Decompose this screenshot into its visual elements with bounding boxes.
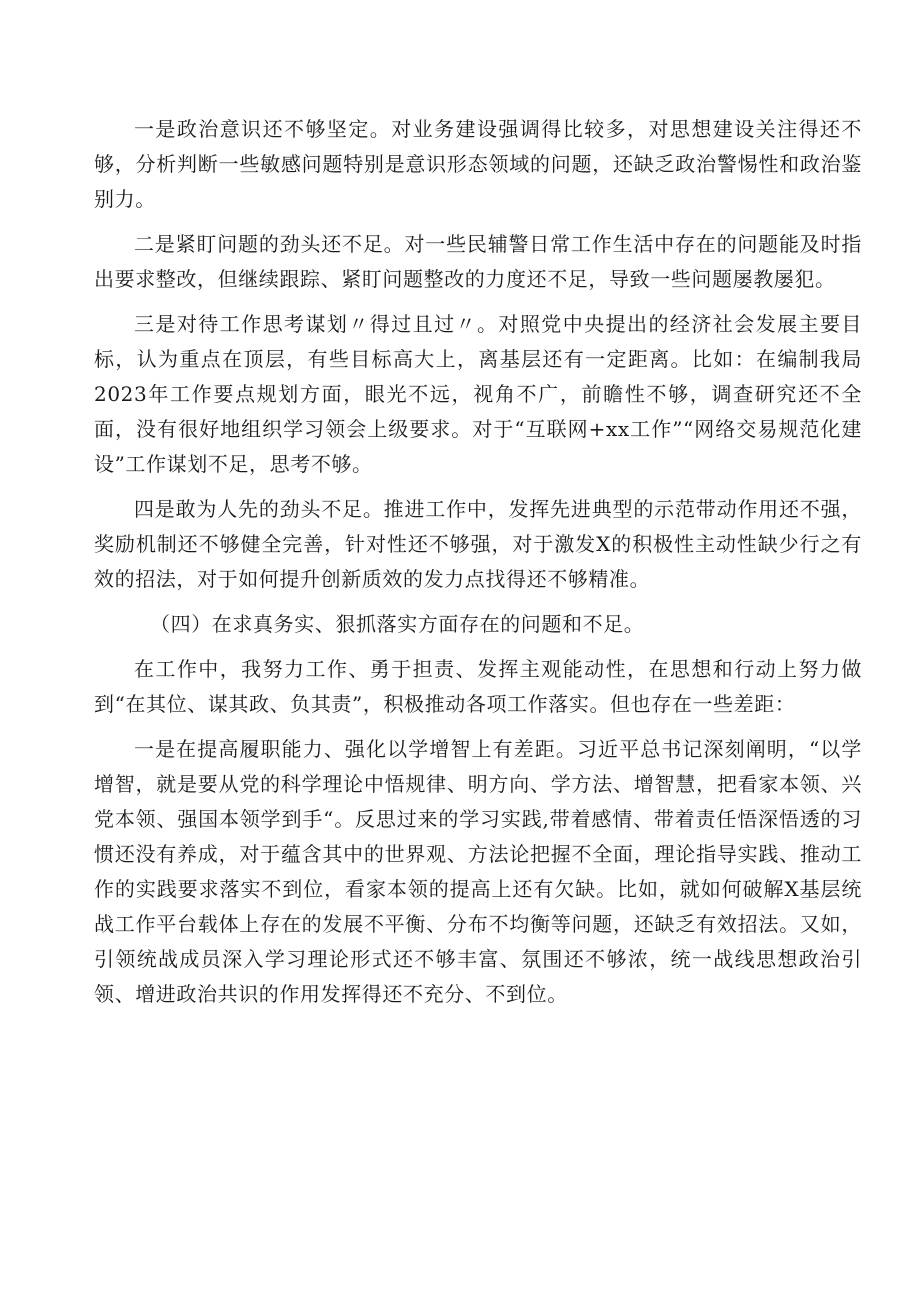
paragraph-political-awareness: 一是政治意识还不够坚定。对业务建设强调得比较多，对思想建设关注得还不够，分析判断一些敏感问题特别是意识形态领域的问题，还缺乏政治警惕性和政治鉴别力。 — [94, 117, 862, 211]
section-heading-four: （四）在求真务实、狠抓落实方面存在的问题和不足。 — [150, 612, 645, 636]
paragraph-work-planning: 三是对待工作思考谋划〃得过且过〃。对照党中央提出的经济社会发展主要目标，认为重点在顶层，有些目标高大上，离基层还有一定距离。比如：在编制我局2023年工作要点规划方面，眼光不远，视角不广，前瞻性不够，调查研究还不全面，没有很好地组织学习领会上级要求。对于“互联网+xx工作”“网络交易规范化建设”工作谋划不足，思考不够。 — [94, 312, 862, 476]
paragraph-problem-tracking: 二是紧盯问题的劲头还不足。对一些民辅警日常工作生活中存在的问题能及时指出要求整改，但继续跟踪、紧盯问题整改的力度还不足，导致一些问题屡教屡犯。 — [94, 232, 862, 291]
paragraph-pioneering-spirit: 四是敢为人先的劲头不足。推进工作中，发挥先进典型的示范带动作用还不强，奖励机制还不够健全完善，针对性还不够强，对于激发X的积极性主动性缺少行之有效的招法，对于如何提升创新质效的发力点找得还不够精准。 — [94, 497, 862, 591]
paragraph-work-implementation: 在工作中，我努力工作、勇于担责、发挥主观能动性，在思想和行动上努力做到“在其位、谋其政、负其责”，积极推动各项工作落实。但也存在一些差距： — [94, 657, 862, 716]
paragraph-learning-ability: 一是在提高履职能力、强化以学增智上有差距。习近平总书记深刻阐明，“以学增智，就是要从党的科学理论中悟规律、明方向、学方法、增智慧，把看家本领、兴党本领、强国本领学到手“。反思过来的学习实践,带着感情、带着责任悟深悟透的习惯还没有养成，对于蕴含其中的世界观、方法论把握不全面，理论指导实践、推动工作的实践要求落实不到位，看家本领的提高上还有欠缺。比如，就如何破解X基层统战工作平台载体上存在的发展不平衡、分布不均衡等问题，还缺乏有效招法。又如，引领统战成员深入学习理论形式还不够丰富、氛围还不够浓，统一战线思想政治引领、增进政治共识的作用发挥得还不充分、不到位。 — [94, 737, 862, 1006]
document-body — [94, 112, 862, 1022]
